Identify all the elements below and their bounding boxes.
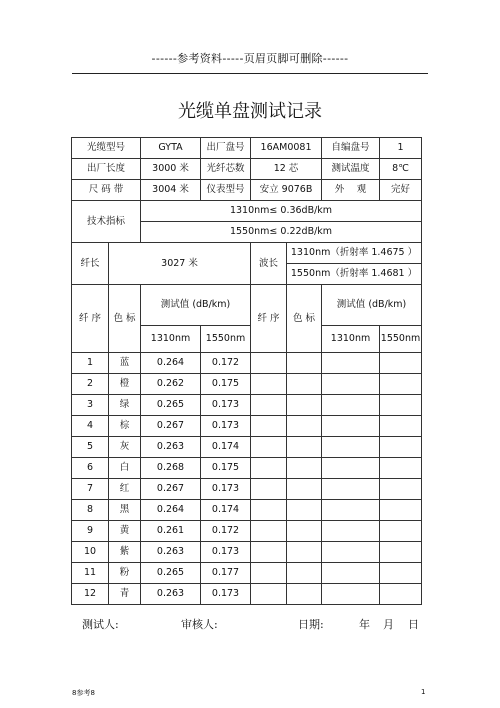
fiber-color: 紫 — [109, 542, 141, 563]
day-label: 日 — [408, 618, 419, 631]
empty-cell — [251, 395, 287, 416]
month-label: 月 — [383, 618, 394, 631]
empty-cell — [287, 395, 322, 416]
table-row — [72, 458, 422, 479]
measured-header: 测试值 (dB/km) — [322, 285, 422, 326]
empty-cell — [322, 353, 380, 374]
fiber-no-header: 纤 序 — [251, 285, 287, 353]
value-1310: 0.263 — [141, 542, 201, 563]
empty-cell — [380, 374, 422, 395]
fiber-number: 9 — [72, 521, 109, 542]
empty-cell — [251, 521, 287, 542]
fiber-color: 粉 — [109, 563, 141, 584]
fiber-color: 黄 — [109, 521, 141, 542]
table-row — [72, 521, 422, 542]
value-1550: 0.174 — [201, 500, 251, 521]
empty-cell — [322, 458, 380, 479]
cell-label: 测试温度 — [322, 159, 380, 180]
value-1550: 0.173 — [201, 479, 251, 500]
cell-label: 自编盘号 — [322, 138, 380, 159]
cell-value: 完好 — [380, 180, 422, 201]
cell-value: 3004 米 — [141, 180, 201, 201]
spec-1550: 1550nm≤ 0.22dB/km — [141, 222, 422, 243]
spec-row-1 — [72, 201, 422, 222]
cell-label: 光纤芯数 — [201, 159, 251, 180]
value-1310: 0.263 — [141, 437, 201, 458]
wavelength-1310-header: 1310nm — [322, 326, 380, 353]
empty-cell — [322, 542, 380, 563]
empty-cell — [380, 437, 422, 458]
empty-cell — [287, 584, 322, 605]
empty-cell — [322, 416, 380, 437]
cell-label: 尺 码 带 — [72, 180, 141, 201]
empty-cell — [322, 521, 380, 542]
fiber-color: 白 — [109, 458, 141, 479]
value-1550: 0.172 — [201, 521, 251, 542]
info-row-2 — [72, 159, 422, 180]
value-1550: 0.175 — [201, 458, 251, 479]
table-row — [72, 437, 422, 458]
cell-value: 12 芯 — [251, 159, 322, 180]
empty-cell — [287, 563, 322, 584]
value-1550: 0.173 — [201, 542, 251, 563]
fiber-color: 绿 — [109, 395, 141, 416]
refractive-index-1550: 1550nm（折射率 1.4681 ） — [287, 264, 422, 285]
year-label: 年 — [359, 618, 370, 631]
wavelength-label: 波长 — [251, 243, 287, 285]
empty-cell — [287, 374, 322, 395]
empty-cell — [380, 542, 422, 563]
empty-cell — [322, 479, 380, 500]
empty-cell — [380, 479, 422, 500]
cell-label: 仪表型号 — [201, 180, 251, 201]
fiber-color: 蓝 — [109, 353, 141, 374]
page-number: 1 — [421, 688, 426, 696]
tester-label: 测试人: — [82, 618, 119, 631]
empty-cell — [287, 416, 322, 437]
empty-cell — [322, 395, 380, 416]
empty-cell — [251, 458, 287, 479]
cell-label: 外 观 — [322, 180, 380, 201]
cell-value: 安立 9076B — [251, 180, 322, 201]
value-1310: 0.265 — [141, 563, 201, 584]
value-1310: 0.262 — [141, 374, 201, 395]
color-header: 色 标 — [109, 285, 141, 353]
fiber-row-1 — [72, 243, 422, 264]
fiber-number: 8 — [72, 500, 109, 521]
empty-cell — [287, 521, 322, 542]
page-footer-left: 8参考8 — [72, 689, 95, 697]
empty-cell — [380, 500, 422, 521]
fiber-color: 棕 — [109, 416, 141, 437]
value-1550: 0.174 — [201, 437, 251, 458]
fiber-no-header: 纤 序 — [72, 285, 109, 353]
page-header-text: ------参考资料-----页眉页脚可删除------ — [151, 52, 349, 65]
info-row-3 — [72, 180, 422, 201]
value-1310: 0.263 — [141, 584, 201, 605]
empty-cell — [380, 395, 422, 416]
empty-cell — [251, 374, 287, 395]
value-1310: 0.267 — [141, 479, 201, 500]
empty-cell — [380, 458, 422, 479]
value-1310: 0.261 — [141, 521, 201, 542]
empty-cell — [380, 521, 422, 542]
color-header: 色 标 — [287, 285, 322, 353]
fiber-number: 5 — [72, 437, 109, 458]
value-1550: 0.173 — [201, 584, 251, 605]
value-1550: 0.173 — [201, 395, 251, 416]
value-1550: 0.172 — [201, 353, 251, 374]
fiber-number: 10 — [72, 542, 109, 563]
spec-label: 技术指标 — [72, 201, 141, 243]
fiber-color: 灰 — [109, 437, 141, 458]
cell-value: 3000 米 — [141, 159, 201, 180]
empty-cell — [380, 563, 422, 584]
empty-cell — [287, 542, 322, 563]
value-1310: 0.265 — [141, 395, 201, 416]
reviewer-label: 审核人: — [181, 618, 218, 631]
fiber-length-label: 纤长 — [72, 243, 109, 285]
empty-cell — [251, 479, 287, 500]
table-row — [72, 563, 422, 584]
empty-cell — [287, 479, 322, 500]
empty-cell — [322, 563, 380, 584]
fiber-color: 红 — [109, 479, 141, 500]
measured-header: 测试值 (dB/km) — [141, 285, 251, 326]
document-title: 光缆单盘测试记录 — [178, 101, 322, 122]
empty-cell — [287, 458, 322, 479]
empty-cell — [322, 437, 380, 458]
value-1550: 0.173 — [201, 416, 251, 437]
fiber-number: 2 — [72, 374, 109, 395]
table-row — [72, 353, 422, 374]
wavelength-1550-header: 1550nm — [201, 326, 251, 353]
fiber-length-value: 3027 米 — [109, 243, 251, 285]
table-row — [72, 542, 422, 563]
empty-cell — [322, 500, 380, 521]
table-row — [72, 395, 422, 416]
wavelength-1550-header: 1550nm — [380, 326, 422, 353]
test-record-table — [71, 137, 422, 605]
empty-cell — [251, 584, 287, 605]
table-row — [72, 479, 422, 500]
value-1310: 0.264 — [141, 353, 201, 374]
table-row — [72, 374, 422, 395]
info-row-1 — [72, 138, 422, 159]
fiber-number: 4 — [72, 416, 109, 437]
empty-cell — [322, 584, 380, 605]
empty-cell — [251, 353, 287, 374]
empty-cell — [287, 353, 322, 374]
fiber-color: 黑 — [109, 500, 141, 521]
column-header-row-1 — [72, 285, 422, 326]
header-divider — [72, 73, 428, 74]
date-label: 日期: — [298, 618, 324, 631]
cell-label: 出厂盘号 — [201, 138, 251, 159]
empty-cell — [251, 437, 287, 458]
table-row — [72, 416, 422, 437]
fiber-number: 7 — [72, 479, 109, 500]
empty-cell — [251, 542, 287, 563]
empty-cell — [287, 437, 322, 458]
fiber-color: 青 — [109, 584, 141, 605]
empty-cell — [322, 374, 380, 395]
empty-cell — [251, 500, 287, 521]
empty-cell — [380, 353, 422, 374]
wavelength-1310-header: 1310nm — [141, 326, 201, 353]
empty-cell — [380, 584, 422, 605]
empty-cell — [287, 500, 322, 521]
cell-value: GYTA — [141, 138, 201, 159]
fiber-number: 11 — [72, 563, 109, 584]
table-row — [72, 500, 422, 521]
fiber-number: 12 — [72, 584, 109, 605]
refractive-index-1310: 1310nm（折射率 1.4675 ） — [287, 243, 422, 264]
fiber-color: 橙 — [109, 374, 141, 395]
spec-1310: 1310nm≤ 0.36dB/km — [141, 201, 422, 222]
empty-cell — [251, 416, 287, 437]
fiber-number: 1 — [72, 353, 109, 374]
value-1550: 0.175 — [201, 374, 251, 395]
empty-cell — [251, 563, 287, 584]
table-row — [72, 584, 422, 605]
fiber-number: 6 — [72, 458, 109, 479]
cell-value: 1 — [380, 138, 422, 159]
value-1550: 0.177 — [201, 563, 251, 584]
value-1310: 0.268 — [141, 458, 201, 479]
cell-value: 16AM0081 — [251, 138, 322, 159]
cell-label: 出厂长度 — [72, 159, 141, 180]
value-1310: 0.264 — [141, 500, 201, 521]
cell-value: 8℃ — [380, 159, 422, 180]
empty-cell — [380, 416, 422, 437]
cell-label: 光缆型号 — [72, 138, 141, 159]
fiber-number: 3 — [72, 395, 109, 416]
value-1310: 0.267 — [141, 416, 201, 437]
